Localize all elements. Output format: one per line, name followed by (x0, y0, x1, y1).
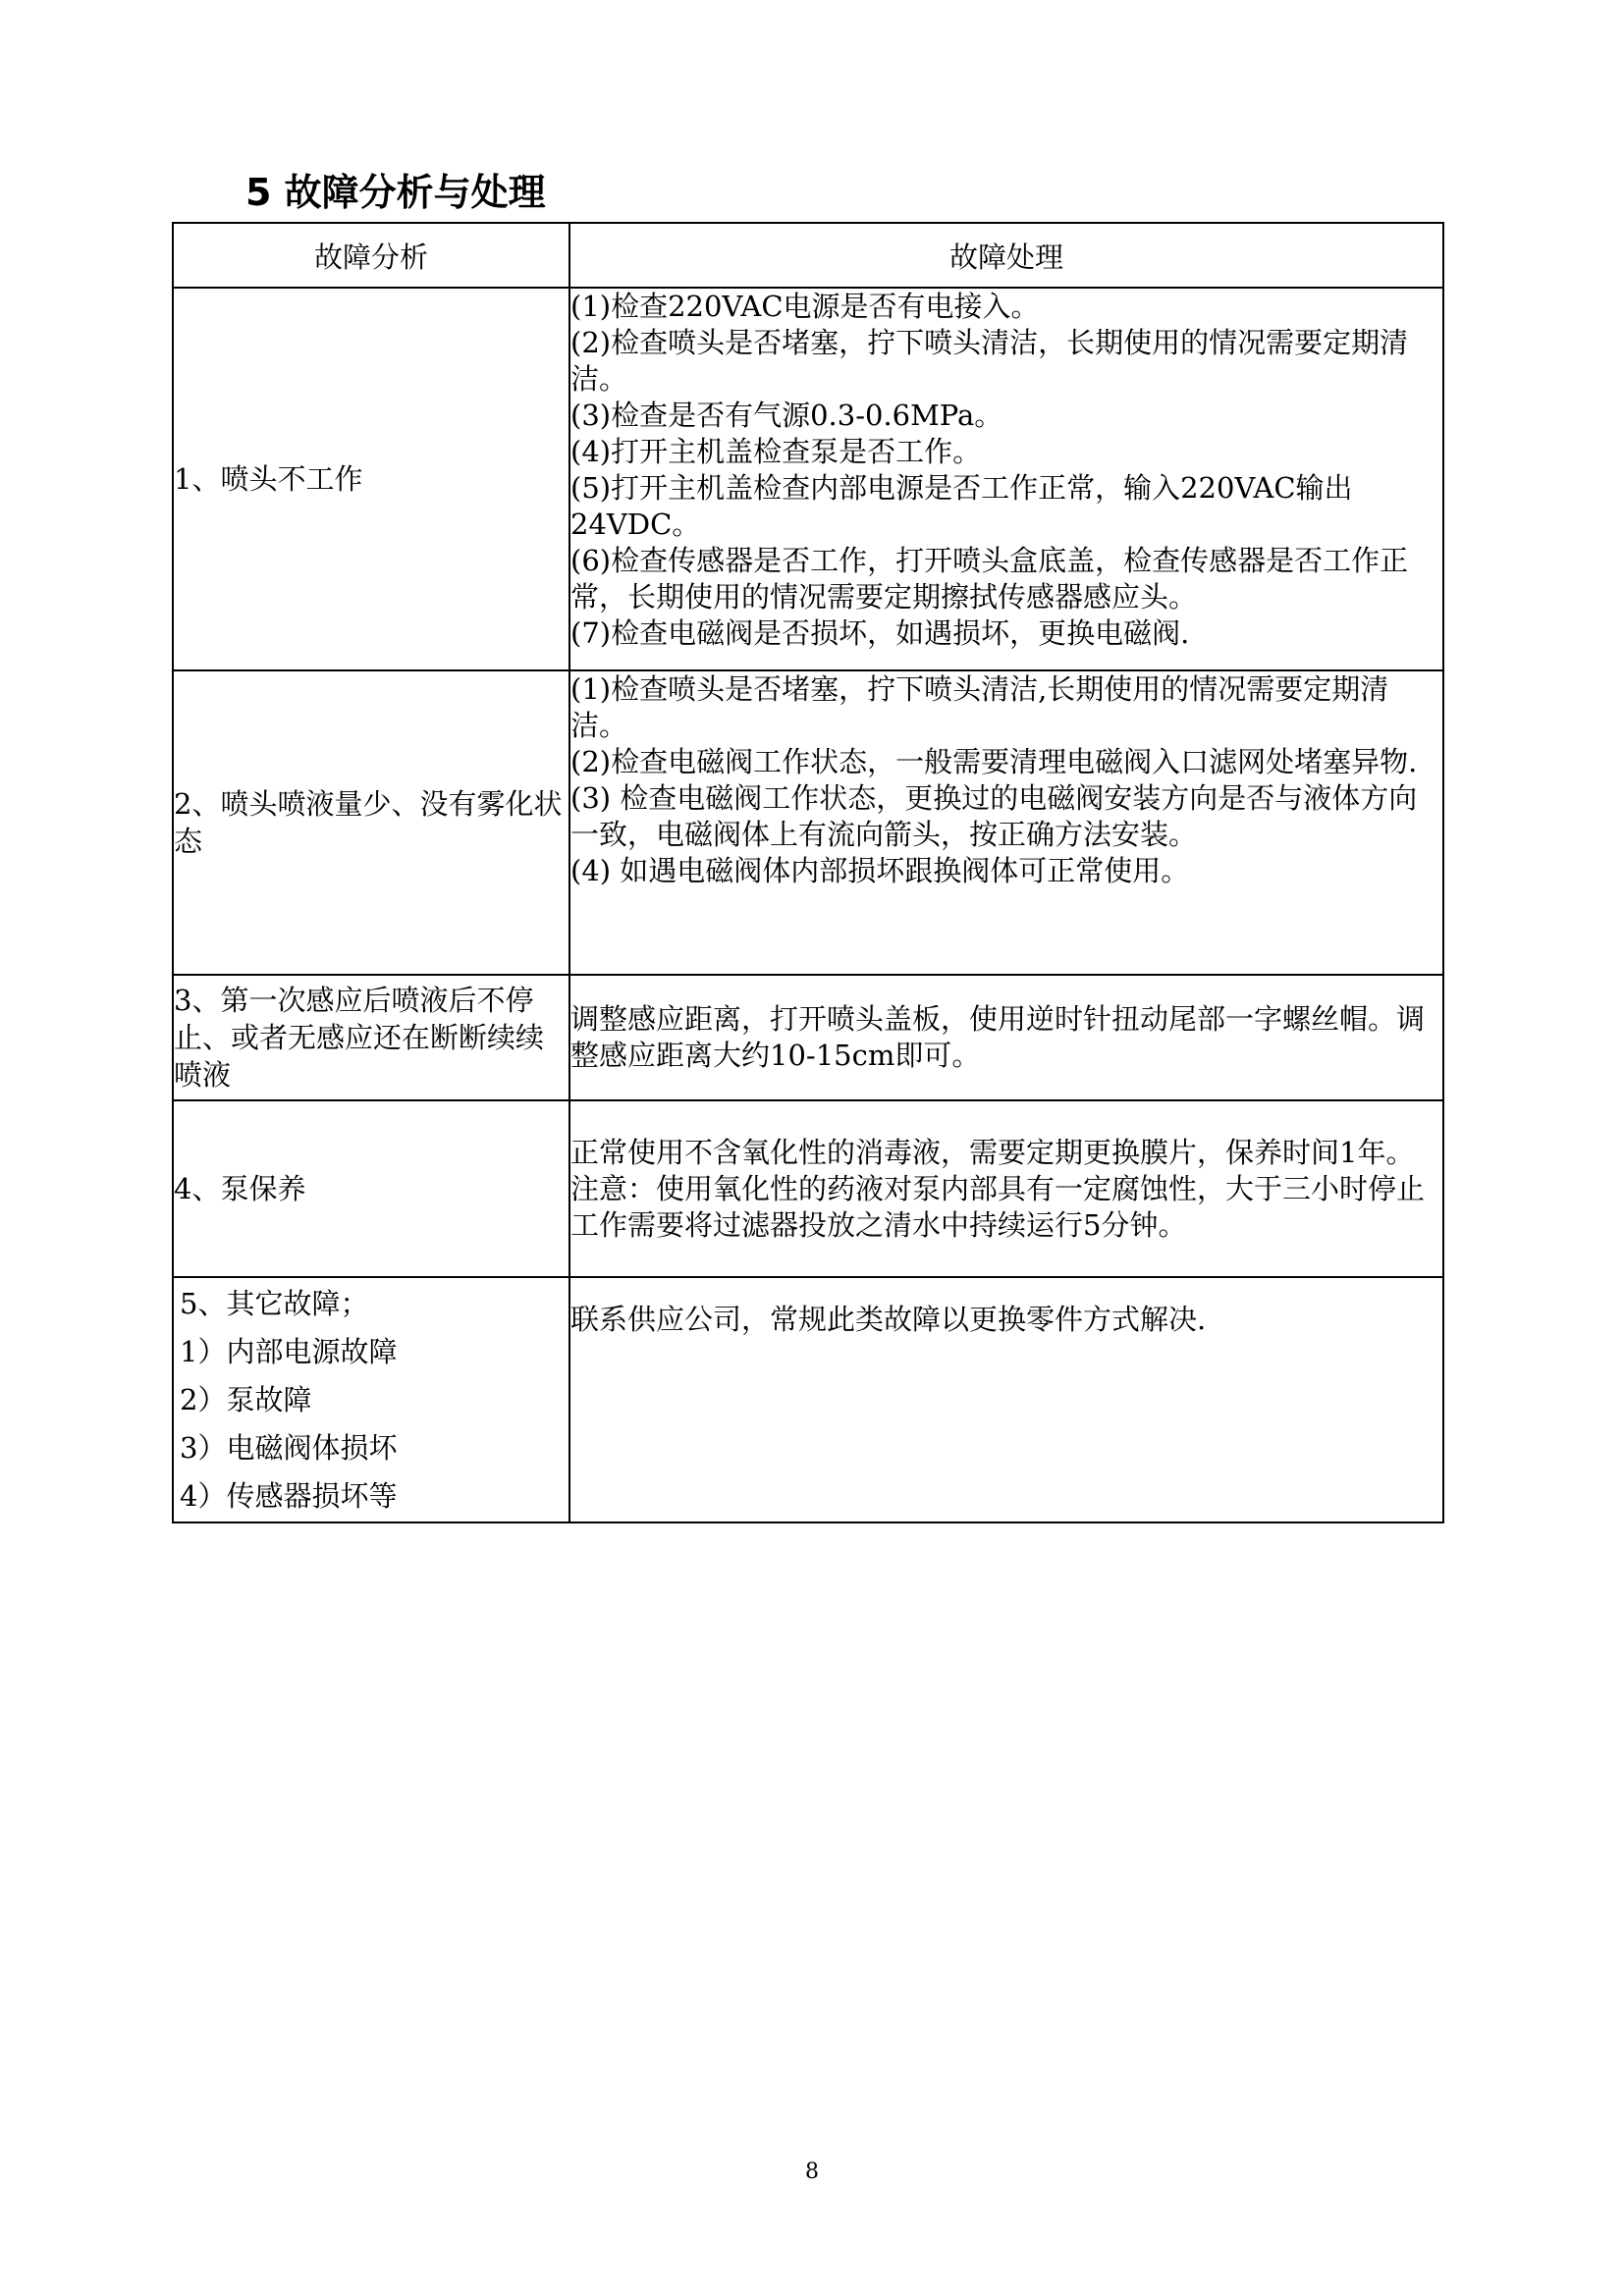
handling-item: (1)检查220VAC电源是否有电接入。 (570, 290, 1040, 323)
handling-item: 正常使用不含氧化性的消毒液，需要定期更换膜片，保养时间1年。 (570, 1135, 1415, 1169)
section-title: 5 故障分析与处理 (245, 171, 546, 214)
fault-text: 5、其它故障； (180, 1286, 369, 1320)
handling-cell (569, 288, 1443, 670)
table-header-row (173, 223, 1443, 288)
fault-text: 1、喷头不工作 (174, 462, 363, 496)
handling-item: 调整感应距离，打开喷头盖板，使用逆时针扭动尾部一字螺丝帽。调整感应距离大约10-15cm即可。 (570, 1002, 1426, 1072)
handling-item: (4) 如遇电磁阀体内部损坏跟换阀体可正常使用。 (570, 854, 1190, 887)
table-row (173, 670, 1443, 975)
handling-item: (1)检查喷头是否堵塞，拧下喷头清洁,长期使用的情况需要定期清洁。 (570, 672, 1389, 742)
handling-item: (3) 检查电磁阀工作状态，更换过的电磁阀安装方向是否与液体方向一致，电磁阀体上有流向箭头，按正确方法安装。 (570, 781, 1418, 851)
fault-cell (173, 288, 569, 670)
handling-cell (569, 670, 1443, 975)
table-row (173, 1277, 1443, 1522)
handling-item: (2)检查喷头是否堵塞，拧下喷头清洁，长期使用的情况需要定期清洁。 (570, 326, 1409, 396)
handling-item: (2)检查电磁阀工作状态，一般需要清理电磁阀入口滤网处堵塞异物. (570, 745, 1418, 778)
fault-subitem: 3）电磁阀体损坏 (180, 1430, 398, 1465)
handling-item: (6)检查传感器是否工作，打开喷头盒底盖，检查传感器是否工作正常，长期使用的情况需要定期擦拭传感器感应头。 (570, 544, 1409, 614)
table-row (173, 288, 1443, 670)
fault-subitem: 2）泵故障 (180, 1382, 312, 1416)
table-row (173, 1100, 1443, 1277)
handling-item: 注意：使用氧化性的药液对泵内部具有一定腐蚀性，大于三小时停止工作需要将过滤器投放之清水中持续运行5分钟。 (570, 1171, 1426, 1242)
page-number: 8 (805, 2160, 819, 2184)
handling-item: (4)打开主机盖检查泵是否工作。 (570, 435, 982, 468)
header-fault-handling: 故障处理 (569, 223, 1443, 288)
header-fault-analysis: 故障分析 (173, 223, 569, 288)
fault-subitem: 4）传感器损坏等 (180, 1478, 398, 1513)
fault-subitem: 1）内部电源故障 (180, 1334, 398, 1368)
fault-cell (173, 975, 569, 1100)
handling-cell (569, 1277, 1443, 1522)
fault-cell (173, 670, 569, 975)
table-row (173, 975, 1443, 1100)
fault-table (172, 222, 1444, 1523)
fault-text: 4、泵保养 (174, 1172, 306, 1205)
handling-cell (569, 975, 1443, 1100)
fault-text: 2、喷头喷液量少、没有雾化状态 (174, 787, 563, 858)
fault-cell (173, 1100, 569, 1277)
handling-item: (3)检查是否有气源0.3-0.6MPa。 (570, 399, 1003, 432)
handling-item: 联系供应公司，常规此类故障以更换零件方式解决. (570, 1303, 1207, 1336)
handling-item: (7)检查电磁阀是否损坏，如遇损坏，更换电磁阀. (570, 616, 1190, 650)
fault-cell (173, 1277, 569, 1522)
handling-cell (569, 1100, 1443, 1277)
handling-item: (5)打开主机盖检查内部电源是否工作正常，输入220VAC输出24VDC。 (570, 471, 1353, 541)
fault-text: 3、第一次感应后喷液后不停止、或者无感应还在断断续续喷液 (174, 984, 545, 1092)
